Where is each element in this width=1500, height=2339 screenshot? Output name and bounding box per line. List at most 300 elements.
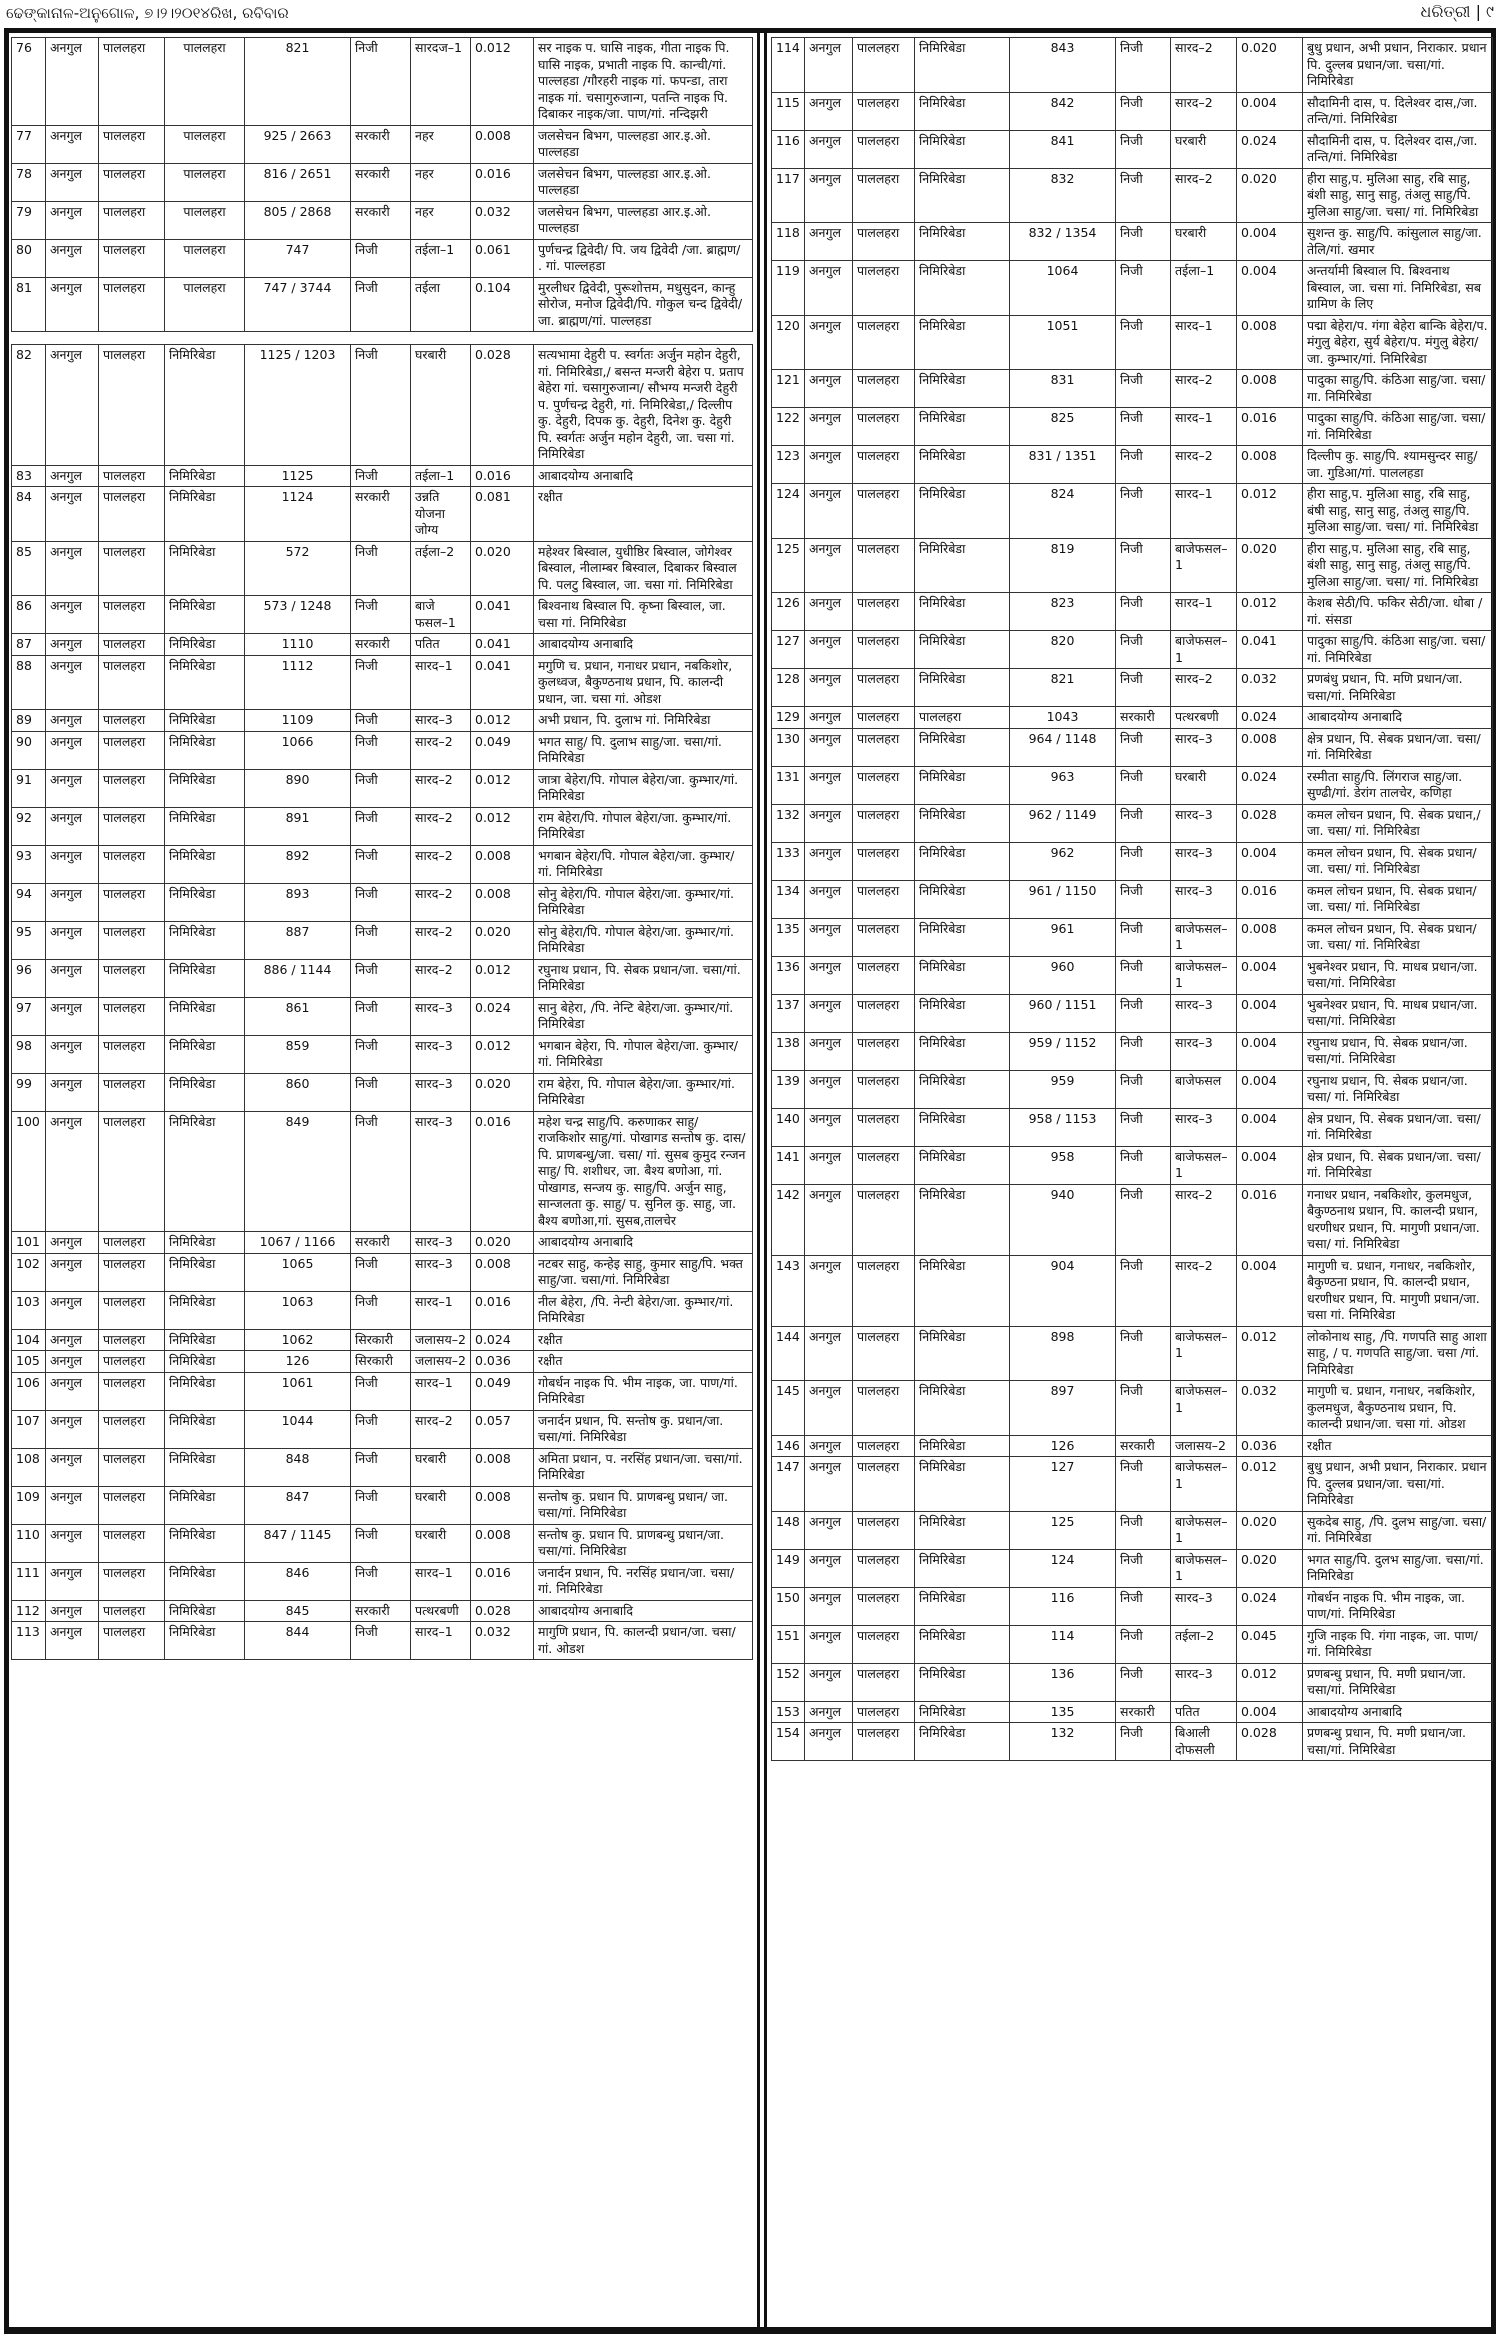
table-row [772,669,1493,707]
district: अनगुल [805,1701,853,1723]
tehsil: पाललहरा [99,125,165,163]
village: निमिरिबेडा [915,315,1010,370]
area: 0.020 [471,1232,534,1254]
plot-number: 961 / 1150 [1010,880,1116,918]
owner-details: भगत साहु/पि. दुलभ साहु/जा. चसा/गां. निमिरिबेडा [1303,1549,1493,1587]
area: 0.024 [1237,766,1303,804]
land-class: बाजेफसल–1 [1171,631,1237,669]
table-row [12,710,753,732]
owner-details: सर नाइक प. घासि नाइक, गीता नाइक पि. घासि नाइक, प्रभाती नाइक पि. कान्ची/गां. पाल्लहडा /गौरहरी नाइक गां. फपन्डा, तारा नाइक गां. चसागुरुजान्ग, पतन्ति नाइक पि. दिबाकर नाइक/जा. पाण/गां. नन्दिझरी [534,38,753,126]
area: 0.004 [1237,1032,1303,1070]
area: 0.008 [1237,728,1303,766]
owner-details: आबादयोग्य अनाबादि [1303,707,1493,729]
owner-details: मगुणि च. प्रधान, गनाधर प्रधान, नबकिशोर, कुलध्वज, बैकुण्ठनाथ प्रधान, पि. कालन्दी प्रधान, जा. चसा गां. ओडश [534,655,753,710]
tehsil: पाललहरा [853,728,915,766]
area: 0.004 [1237,1701,1303,1723]
village: निमिरिबेडा [165,1410,245,1448]
owner-details: बिश्वनाथ बिस्वाल पि. कृष्ना बिस्वाल, जा. चसा गां. निमिरिबेडा [534,596,753,634]
plot-number: 964 / 1148 [1010,728,1116,766]
plot-number: 861 [245,997,351,1035]
land-class: तईला–2 [1171,1625,1237,1663]
land-class: सारद–2 [411,845,471,883]
plot-number: 849 [245,1111,351,1232]
village: निमिरिबेडा [165,1351,245,1373]
district: अनगुल [46,997,99,1035]
land-class: सारद–3 [411,710,471,732]
table-row [12,921,753,959]
area: 0.024 [471,1329,534,1351]
village: निमिरिबेडा [165,1329,245,1351]
village: निमिरिबेडा [915,1255,1010,1326]
table-row [12,239,753,277]
serial-number: 128 [772,669,805,707]
table-row [12,634,753,656]
village: निमिरिबेडा [915,1701,1010,1723]
village: निमिरिबेडा [915,38,1010,93]
district: अनगुल [805,1549,853,1587]
land-class: घरबारी [1171,766,1237,804]
owner-details: रघुनाथ प्रधान, पि. सेबक प्रधान/जा. चसा/गां. निमिरिबेडा [534,959,753,997]
tehsil: पाललहरा [853,223,915,261]
notice-frame [4,28,1496,2334]
ownership-type: निजी [1116,1625,1171,1663]
serial-number: 84 [12,487,46,542]
table-row [772,315,1493,370]
area: 0.032 [1237,1381,1303,1436]
district: अनगुल [46,345,99,466]
village: निमिरिबेडा [915,168,1010,223]
district: अनगुल [46,201,99,239]
village: निमिरिबेडा [165,487,245,542]
tehsil: पाललहरा [99,1524,165,1562]
owner-details: भुबनेश्वर प्रधान, पि. माधब प्रधान/जा. चसा/गां. निमिरिबेडा [1303,956,1493,994]
village: निमिरिबेडा [165,1035,245,1073]
area: 0.016 [471,1291,534,1329]
district: अनगुल [805,1184,853,1255]
ownership-type: निजी [351,1372,411,1410]
district: अनगुल [46,125,99,163]
land-class: पतित [411,634,471,656]
table-row [772,408,1493,446]
table-row [12,731,753,769]
district: अनगुल [805,538,853,593]
table-row [12,1329,753,1351]
ownership-type: निजी [1116,1032,1171,1070]
district: अनगुल [805,956,853,994]
land-class: सारद–2 [1171,1255,1237,1326]
serial-number: 87 [12,634,46,656]
district: अनगुल [46,883,99,921]
owner-details: भगबान बेहेरा/पि. गोपाल बेहेरा/जा. कुम्भार/गां. निमिरिबेडा [534,845,753,883]
village: निमिरिबेडा [165,1111,245,1232]
ownership-type: निजी [1116,669,1171,707]
plot-number: 1065 [245,1253,351,1291]
village: निमिरिबेडा [165,807,245,845]
tehsil: पाललहरा [99,596,165,634]
owner-details: भगबान बेहेरा, पि. गोपाल बेहेरा/जा. कुम्भार/गां. निमिरिबेडा [534,1035,753,1073]
plot-number: 860 [245,1073,351,1111]
serial-number: 100 [12,1111,46,1232]
serial-number: 102 [12,1253,46,1291]
serial-number: 79 [12,201,46,239]
plot-number: 887 [245,921,351,959]
area: 0.008 [1237,446,1303,484]
owner-details: मागुणी च. प्रधान, गनाधर, नबकिशोर, कुलमधुज, बैकुण्ठनाथ प्रधान, पि. कालन्दी प्रधान/जा. चसा गां. ओडश [1303,1381,1493,1436]
tehsil: पाललहरा [99,277,165,332]
area: 0.008 [471,845,534,883]
serial-number: 121 [772,370,805,408]
tehsil: पाललहरा [99,345,165,466]
owner-details: मागुणि प्रधान, पि. कालन्दी प्रधान/जा. चसा/गां. ओडश [534,1622,753,1660]
village: निमिरिबेडा [165,1622,245,1660]
plot-number: 831 [1010,370,1116,408]
district: अनगुल [46,1410,99,1448]
village: निमिरिबेडा [915,918,1010,956]
ownership-type: निजी [1116,538,1171,593]
land-class: सारद–2 [411,921,471,959]
serial-number: 149 [772,1549,805,1587]
village: निमिरिबेडा [915,446,1010,484]
area: 0.041 [471,655,534,710]
plot-number: 1043 [1010,707,1116,729]
ownership-type: निजी [351,883,411,921]
land-class: सारद–3 [411,1111,471,1232]
area: 0.008 [1237,315,1303,370]
area: 0.028 [471,345,534,466]
village: निमिरिबेडा [165,655,245,710]
area: 0.004 [1237,842,1303,880]
village: निमिरिबेडा [915,1184,1010,1255]
plot-number: 1044 [245,1410,351,1448]
owner-details: हीरा साहु,प. मुलिआ साहु, रबि साहु, बंषी साहु, सानु साहु, तंअलु साहु/पि. मुलिआ साहु/जा. चसा/ गां. निमिरिबेडा [1303,484,1493,539]
plot-number: 821 [1010,669,1116,707]
area: 0.028 [471,1600,534,1622]
land-class: सारद–2 [1171,370,1237,408]
tehsil: पाललहरा [853,1723,915,1761]
ownership-type: निजी [351,1524,411,1562]
land-class: सारद–3 [411,1253,471,1291]
ownership-type: निजी [1116,593,1171,631]
tehsil: पाललहरा [99,465,165,487]
tehsil: पाललहरा [853,1255,915,1326]
serial-number: 76 [12,38,46,126]
ownership-type: निजी [351,1253,411,1291]
plot-number: 841 [1010,130,1116,168]
ownership-type: निजी [1116,261,1171,316]
land-class: सारद–1 [411,655,471,710]
ownership-type: निजी [351,921,411,959]
serial-number: 113 [12,1622,46,1660]
district: अनगुल [805,631,853,669]
area: 0.004 [1237,1255,1303,1326]
area: 0.024 [1237,130,1303,168]
ownership-type: निजी [351,1291,411,1329]
district: अनगुल [46,1232,99,1254]
serial-number: 131 [772,766,805,804]
land-class: सारद–2 [411,769,471,807]
village: पाललहरा [165,201,245,239]
ownership-type: निजी [1116,38,1171,93]
district: अनगुल [805,1587,853,1625]
plot-number: 845 [245,1600,351,1622]
plot-number: 886 / 1144 [245,959,351,997]
district: अनगुल [46,277,99,332]
plot-number: 848 [245,1448,351,1486]
village: निमिरिबेडा [165,769,245,807]
area: 0.041 [1237,631,1303,669]
ownership-type: निजी [351,596,411,634]
owner-details: गोबर्धन नाइक पि. भीम नाइक, जा. पाण/गां. निमिरिबेडा [534,1372,753,1410]
area: 0.016 [1237,1184,1303,1255]
table-row [12,883,753,921]
ownership-type: निजी [1116,918,1171,956]
plot-number: 842 [1010,92,1116,130]
tehsil: पाललहरा [853,446,915,484]
tehsil: पाललहरा [853,130,915,168]
area: 0.012 [471,807,534,845]
district: अनगुल [46,1622,99,1660]
plot-number: 824 [1010,484,1116,539]
district: अनगुल [805,370,853,408]
district: अनगुल [805,1511,853,1549]
tehsil: पाललहरा [853,766,915,804]
land-class: सारद–2 [411,883,471,921]
tehsil: पाललहरा [99,38,165,126]
land-class: जलासय–2 [1171,1435,1237,1457]
tehsil: पाललहरा [99,487,165,542]
table-row [12,769,753,807]
plot-number: 1110 [245,634,351,656]
tehsil: पाललहरा [99,731,165,769]
owner-details: पादुका साहु/पि. कंठिआ साहु/जा. चसा/गां. निमिरिबेडा [1303,631,1493,669]
village: निमिरिबेडा [165,541,245,596]
table-row [772,1723,1493,1761]
district: अनगुल [805,1457,853,1512]
right-column [771,37,1493,1761]
ownership-type: निजी [1116,1381,1171,1436]
village: पाललहरा [915,707,1010,729]
land-class: बाजेफसल–1 [1171,956,1237,994]
owner-details: बुधु प्रधान, अभी प्रधान, निराकार. प्रधान पि. दुल्लब प्रधान/जा. चसा/गां. निमिरिबेडा [1303,38,1493,93]
ownership-type: निजी [351,541,411,596]
district: अनगुल [805,446,853,484]
serial-number: 145 [772,1381,805,1436]
district: अनगुल [805,408,853,446]
serial-number: 120 [772,315,805,370]
area: 0.016 [471,465,534,487]
land-class: सारद–3 [1171,1032,1237,1070]
tehsil: पाललहरा [853,38,915,93]
tehsil: पाललहरा [853,1435,915,1457]
ownership-type: निजी [1116,1663,1171,1701]
plot-number: 819 [1010,538,1116,593]
area: 0.008 [471,125,534,163]
village: निमिरिबेडा [915,631,1010,669]
owner-details: सौदामिनी दास, प. दिलेश्वर दास,/जा. तन्ति/गां. निमिरिबेडा [1303,130,1493,168]
owner-details: भुबनेश्वर प्रधान, पि. माधब प्रधान/जा. चसा/गां. निमिरिबेडा [1303,994,1493,1032]
ownership-type: निजी [351,239,411,277]
tehsil: पाललहरा [99,634,165,656]
tehsil: पाललहरा [99,655,165,710]
owner-details: गोबर्धन नाइक पि. भीम नाइक, जा. पाण/गां. निमिरिबेडा [1303,1587,1493,1625]
serial-number: 143 [772,1255,805,1326]
owner-details: जलसेचन बिभग, पाल्लहडा आर.इ.ओ. पाल्लहडा [534,125,753,163]
village: निमिरिबेडा [915,1070,1010,1108]
land-class: जलासय–2 [411,1329,471,1351]
area: 0.045 [1237,1625,1303,1663]
serial-number: 147 [772,1457,805,1512]
land-class: घरबारी [411,345,471,466]
land-class: घरबारी [411,1524,471,1562]
area: 0.024 [1237,707,1303,729]
village: निमिरिबेडा [915,538,1010,593]
tehsil: पाललहरा [99,1253,165,1291]
village: पाललहरा [165,125,245,163]
owner-details: महेश चन्द्र साहु/पि. करुणाकर साहु/ राजकिशोर साहु/गां. पोखागड सन्तोष कु. दास/ पि. प्राणबन्धु/जा. चसा/ गां. सुसब कुमुद रन्जन साहु/ पि. शशीधर, जा. बैश्य बणोआ, गां. पोखागड, सन्जय कु. साहु/पि. अर्जुन साहु, सान्जलता कु. साहु/ प. सुनिल कु. साहु, जा. बैश्य बणोआ,गां. सुसब,तालचेर [534,1111,753,1232]
serial-number: 119 [772,261,805,316]
area: 0.016 [1237,408,1303,446]
village: निमिरिबेडा [165,1524,245,1562]
ownership-type: निजी [351,1448,411,1486]
area: 0.036 [1237,1435,1303,1457]
owner-details: गनाधर प्रधान, नबकिशोर, कुलमधुज, बैकुण्ठनाथ प्रधान, पि. कालन्दी प्रधान, धरणीधर प्रधान, पि. मागुणी प्रधान/जा. चसा/ गां. निमिरिबेडा [1303,1184,1493,1255]
ownership-type: निजी [351,845,411,883]
owner-details: नटबर साहु, कन्हेइ साहु, कुमार साहु/पि. भक्त साहु/जा. चसा/गां. निमिरिबेडा [534,1253,753,1291]
plot-number: 1066 [245,731,351,769]
owner-details: कमल लोचन प्रधान, पि. सेबक प्रधान/जा. चसा/ गां. निमिरिबेडा [1303,880,1493,918]
land-class: बाजेफसल–1 [1171,1381,1237,1436]
ownership-type: सिरकारी [351,1329,411,1351]
ownership-type: निजी [1116,1549,1171,1587]
ownership-type: निजी [1116,804,1171,842]
tehsil: पाललहरा [853,370,915,408]
owner-details: क्षेत्र प्रधान, पि. सेबक प्रधान/जा. चसा/ गां. निमिरिबेडा [1303,1146,1493,1184]
village: निमिरिबेडा [915,130,1010,168]
land-class: सारद–1 [411,1291,471,1329]
owner-details: आबादयोग्य अनाबादि [534,1600,753,1622]
district: अनगुल [46,596,99,634]
owner-details: रघुनाथ प्रधान, पि. सेबक प्रधान/जा. चसा/गां. निमिरिबेडा [1303,1032,1493,1070]
ownership-type: निजी [1116,1184,1171,1255]
land-class: पत्थरबणी [1171,707,1237,729]
area: 0.016 [471,1111,534,1232]
ownership-type: निजी [351,1111,411,1232]
serial-number: 148 [772,1511,805,1549]
ownership-type: सरकारी [351,634,411,656]
area: 0.049 [471,1372,534,1410]
serial-number: 154 [772,1723,805,1761]
area: 0.057 [471,1410,534,1448]
district: अनगुल [805,1326,853,1381]
ownership-type: निजी [1116,168,1171,223]
district: अनगुल [805,1255,853,1326]
district: अनगुल [805,1146,853,1184]
tehsil: पाललहरा [853,315,915,370]
table-row [772,1255,1493,1326]
village: निमिरिबेडा [915,1435,1010,1457]
village: निमिरिबेडा [915,766,1010,804]
owner-details: अभी प्रधान, पि. दुलाभ गां. निमिरिबेडा [534,710,753,732]
area: 0.020 [471,541,534,596]
plot-number: 1051 [1010,315,1116,370]
area: 0.020 [471,921,534,959]
owner-details: नील बेहेरा, /पि. नेन्टी बेहेरा/जा. कुम्भार/गां. निमिरिबेडा [534,1291,753,1329]
land-class: बाजेफसल–1 [1171,1326,1237,1381]
table-row [772,370,1493,408]
plot-number: 573 / 1248 [245,596,351,634]
serial-number: 90 [12,731,46,769]
table-row [12,465,753,487]
owner-details: रघुनाथ प्रधान, पि. सेबक प्रधान/जा. चसा/ गां. निमिरिबेडा [1303,1070,1493,1108]
district: अनगुल [805,1625,853,1663]
ownership-type: निजी [351,1562,411,1600]
area: 0.081 [471,487,534,542]
owner-details: रस्मीता साहु/पि. लिंगराज साहु/जा. सुण्ढी/गां. डेरांग तालचेर, कणिहा [1303,766,1493,804]
owner-details: मागुणी च. प्रधान, गनाधर, नबकिशोर, बैकुण्ठना प्रधान, पि. कालन्दी प्रधान, धरणीधर प्रधान, पि. मागुणी प्रधान/जा. चसा गां. निमिरिबेडा [1303,1255,1493,1326]
tehsil: पाललहरा [853,707,915,729]
area: 0.032 [471,201,534,239]
district: अनगुल [805,669,853,707]
owner-details: कमल लोचन प्रधान, पि. सेबक प्रधान/जा. चसा/ गां. निमिरिबेडा [1303,918,1493,956]
table-row [12,1351,753,1373]
tehsil: पाललहरा [853,1701,915,1723]
serial-number: 98 [12,1035,46,1073]
tehsil: पाललहरा [853,1587,915,1625]
district: अनगुल [46,959,99,997]
serial-number: 136 [772,956,805,994]
area: 0.012 [1237,1326,1303,1381]
owner-details: आबादयोग्य अनाबादि [534,1232,753,1254]
owner-details: प्रणबंधु प्रधान, पि. मणि प्रधान/जा. चसा/गां. निमिरिबेडा [1303,669,1493,707]
plot-number: 962 / 1149 [1010,804,1116,842]
plot-number: 825 [1010,408,1116,446]
table-row [772,1457,1493,1512]
district: अनगुल [46,807,99,845]
district: अनगुल [46,38,99,126]
land-class: सारद–1 [1171,593,1237,631]
land-class: सारद–1 [1171,315,1237,370]
table-row [772,766,1493,804]
plot-number: 816 / 2651 [245,163,351,201]
serial-number: 129 [772,707,805,729]
district: अनगुल [805,1108,853,1146]
land-class: सारद–3 [411,1073,471,1111]
plot-number: 1125 / 1203 [245,345,351,466]
serial-number: 83 [12,465,46,487]
plot-number: 127 [1010,1457,1116,1512]
serial-number: 96 [12,959,46,997]
owner-details: महेश्वर बिस्वाल, युधीष्ठिर बिस्वाल, जोगेश्वर बिस्वाल, नीलाम्बर बिस्वाल, दिबाकर बिस्वाल पि. पलटु बिस्वाल, जा. चसा गां. निमिरिबेडा [534,541,753,596]
tehsil: पाललहरा [853,669,915,707]
district: अनगुल [46,710,99,732]
tehsil: पाललहरा [853,1381,915,1436]
serial-number: 78 [12,163,46,201]
district: अनगुल [46,845,99,883]
area: 0.032 [471,1622,534,1660]
serial-number: 92 [12,807,46,845]
plot-number: 960 [1010,956,1116,994]
plot-number: 1124 [245,487,351,542]
village: निमिरिबेडा [915,1723,1010,1761]
village: पाललहरा [165,38,245,126]
village: निमिरिबेडा [915,728,1010,766]
serial-number: 104 [12,1329,46,1351]
land-class: सारद–3 [1171,804,1237,842]
tehsil: पाललहरा [853,994,915,1032]
table-row [772,593,1493,631]
owner-details: पुर्णचन्द्र द्विवेदी/ पि. जय द्विवेदी /जा. ब्राह्मण/ . गां. पाल्लहडा [534,239,753,277]
owner-details: सन्तोष कु. प्रधान पि. प्राणबन्धु प्रधान/ जा. चसा/गां. निमिरिबेडा [534,1486,753,1524]
